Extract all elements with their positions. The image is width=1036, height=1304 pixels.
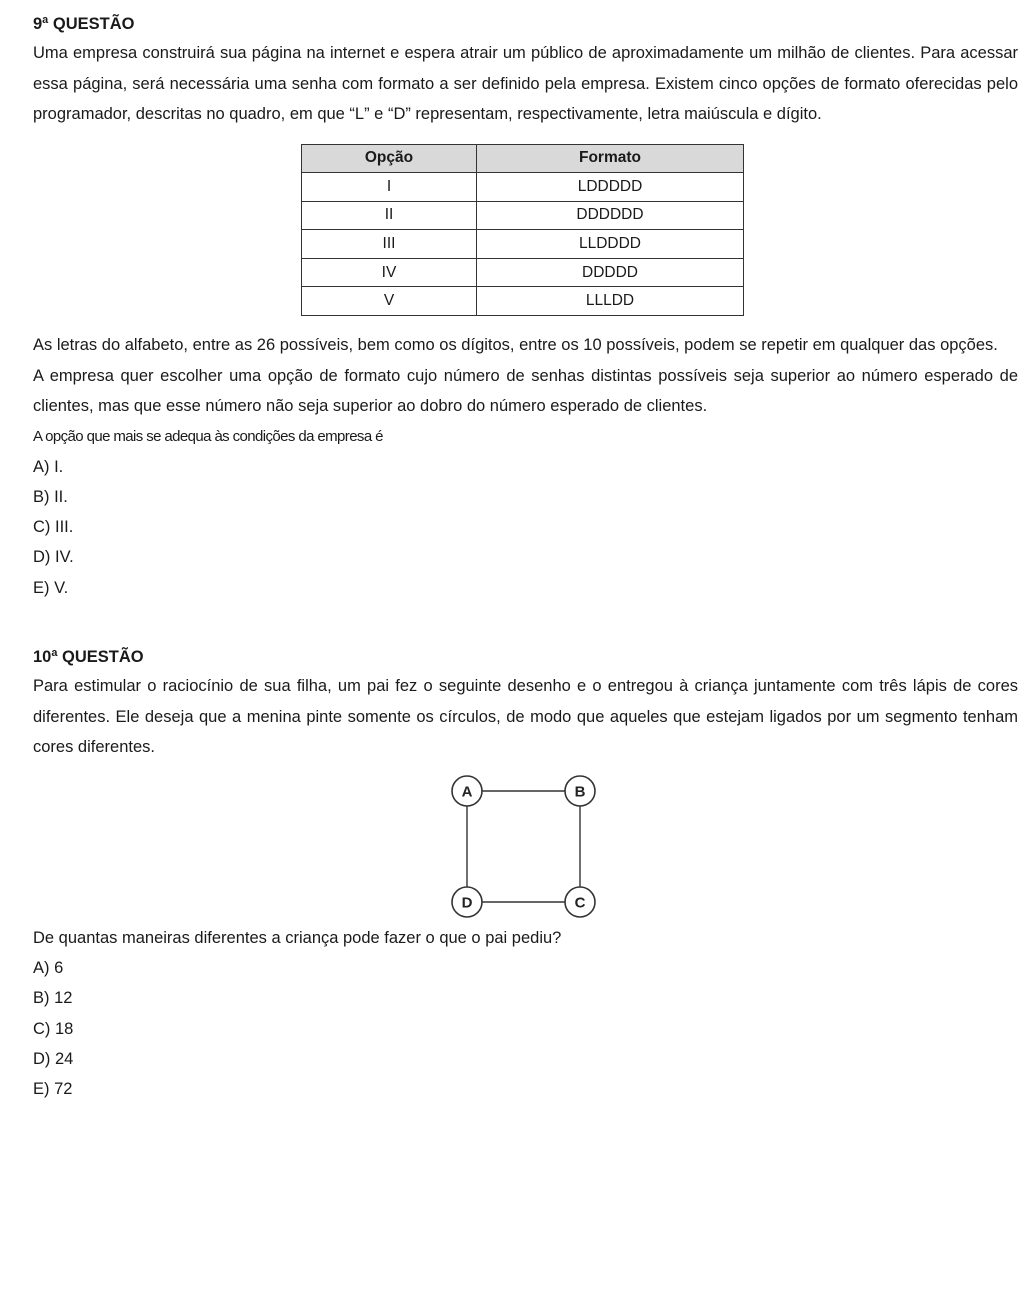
node-a [452, 776, 482, 806]
format-table-header-format: Formato [477, 144, 744, 173]
question-10-intro: Para estimular o raciocínio de sua filha, um pai fez o seguinte desenho e o entregou à criança juntamente com três lápis de cores diferentes. Ele deseja que a menina pinte somente os círculos, de modo que aqueles que estejam ligados por um segmento tenham cores diferentes. [33, 677, 1018, 757]
node-c [565, 887, 595, 917]
question-9-paragraph-3: A empresa quer escolher uma opção de formato cujo número de senhas distintas possíveis seja superior ao número esperado de clientes, mas que esse número não seja superior ao dobro do número esperado de clientes. [33, 366, 1018, 416]
option-c[interactable]: C) 18 [33, 1019, 74, 1038]
graph-diagram [33, 767, 1018, 923]
option-a[interactable]: A) 6 [33, 959, 64, 978]
format-table [301, 144, 744, 317]
option-d[interactable]: D) 24 [33, 1049, 74, 1068]
question-10-title: 10ª QUESTÃO [33, 648, 144, 667]
option-e[interactable]: E) 72 [33, 1080, 73, 1099]
option-cell: V [302, 287, 477, 316]
option-cell: II [302, 201, 477, 230]
format-cell: LLLDD [477, 287, 744, 316]
question-10-options [33, 953, 1018, 1104]
option-cell: III [302, 230, 477, 259]
table-row [302, 173, 744, 202]
option-d[interactable]: D) IV. [33, 548, 74, 567]
option-a[interactable]: A) I. [33, 457, 64, 476]
option-b[interactable]: B) 12 [33, 989, 73, 1008]
table-row [302, 230, 744, 259]
table-row [302, 258, 744, 287]
table-row [302, 287, 744, 316]
option-cell: IV [302, 258, 477, 287]
graph-svg [448, 767, 618, 923]
node-d [452, 887, 482, 917]
format-cell: LLDDDD [477, 230, 744, 259]
format-table-header-option: Opção [302, 144, 477, 173]
question-9-prompt: A opção que mais se adequa às condições da empresa é [33, 427, 383, 445]
option-c[interactable]: C) III. [33, 518, 74, 537]
question-9-paragraph-2: As letras do alfabeto, entre as 26 possíveis, bem como os dígitos, entre os 10 possíveis, podem se repetir em qualquer das opções. [33, 336, 998, 355]
question-9-options [33, 452, 1018, 603]
question-9-intro: Uma empresa construirá sua página na internet e espera atrair um público de aproximadamente um milhão de clientes. Para acessar essa página, será necessária uma senha com formato a ser definido pela empresa. Existem cinco opções de formato oferecidas pelo programador, descritas no quadro, em que “L” e “D” representam, respectivamente, letra maiúscula e dígito. [33, 44, 1018, 123]
format-cell: DDDDD [477, 258, 744, 287]
question-9 [33, 10, 1018, 603]
page [33, 10, 1018, 1105]
option-e[interactable]: E) V. [33, 578, 69, 597]
node-b-label: B [574, 783, 586, 801]
node-b [565, 776, 595, 806]
format-table-header-row [302, 144, 744, 173]
question-10 [33, 643, 1018, 1104]
question-10-prompt: De quantas maneiras diferentes a criança pode fazer o que o pai pediu? [33, 928, 562, 947]
table-row [302, 201, 744, 230]
node-a-label: A [461, 783, 473, 801]
node-d-label: D [461, 894, 473, 912]
option-b[interactable]: B) II. [33, 487, 68, 506]
node-c-label: C [574, 894, 586, 912]
question-9-title: 9ª QUESTÃO [33, 15, 135, 33]
format-cell: DDDDDD [477, 201, 744, 230]
option-cell: I [302, 173, 477, 202]
format-cell: LDDDDD [477, 173, 744, 202]
